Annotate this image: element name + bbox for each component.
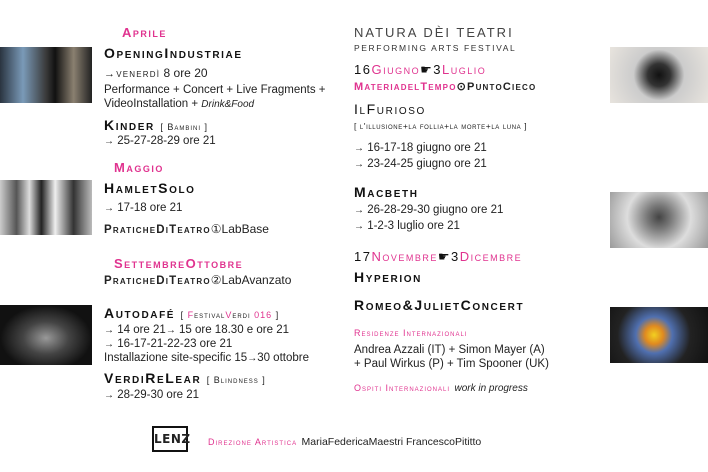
event-title-furioso: IlFurioso — [354, 101, 426, 117]
month-settembre-ottobre: SettembreOttobre — [114, 256, 244, 271]
verdi-date: → 28-29-30 ore 21 — [104, 389, 200, 401]
event-title-kinder: Kinder [ Bambini ] — [104, 117, 209, 133]
photo-autodafe — [0, 305, 92, 365]
residenze-line-1: Andrea Azzali (IT) + Simon Mayer (A) — [354, 344, 545, 356]
hamlet-date: → 17-18 ore 21 — [104, 202, 183, 214]
photo-hyperion — [610, 307, 708, 363]
event-title-autodafe: Autodafé [ FestivalVerdi 016 ] — [104, 305, 280, 321]
event-title-hyperion: Hyperion — [354, 269, 422, 285]
photo-opening — [0, 47, 92, 103]
opening-date: →venerdì 8 ore 20 — [104, 66, 208, 80]
photo-hamlet — [0, 180, 92, 235]
opening-desc-2: VideoInstallation + Drink&Food — [104, 98, 255, 110]
macbeth-date-2: → 1-2-3 luglio ore 21 — [354, 220, 460, 232]
event-title-verdi: VerdiReLear [ Blindness ] — [104, 370, 266, 386]
materia-del-tempo: MateriadelTempo⊙PuntoCieco — [354, 81, 537, 93]
ospiti: Ospiti Internazionali work in progress — [354, 383, 528, 394]
event-title-romeo: Romeo&JulietConcert — [354, 297, 525, 313]
furioso-tag: [ l'illusione+la follia+la morte+la luna ] — [354, 121, 528, 131]
photo-furioso — [610, 47, 708, 103]
pratiche-lab-avanzato: PraticheDiTeatro②LabAvanzato — [104, 273, 292, 287]
event-title-opening: OpeningIndustriae — [104, 45, 243, 61]
period-giugno-luglio: 16Giugno☛3Luglio — [354, 62, 487, 77]
footer-credits: Direzione Artistica MariaFedericaMaestri FrancescoPititto — [208, 436, 482, 448]
month-maggio: Maggio — [114, 160, 164, 175]
festival-subtitle: PERFORMING ARTS FESTIVAL — [354, 43, 517, 53]
macbeth-date-1: → 26-28-29-30 giugno ore 21 — [354, 204, 504, 216]
kinder-date: → 25-27-28-29 ore 21 — [104, 135, 216, 147]
residenze-line-2: + Paul Wirkus (P) + Tim Spooner (UK) — [354, 358, 549, 370]
furioso-date-2: → 23-24-25 giugno ore 21 — [354, 158, 487, 170]
period-novembre-dicembre: 17Novembre☛3Dicembre — [354, 249, 523, 264]
autodafe-installation: Installazione site-specific 15→30 ottobre — [104, 352, 309, 364]
residenze-label: Residenze Internazionali — [354, 328, 468, 338]
event-title-macbeth: Macbeth — [354, 184, 419, 200]
month-aprile: Aprile — [122, 25, 167, 40]
hand-icon: ☛ — [420, 62, 434, 77]
lenz-logo: LENZ — [152, 426, 188, 452]
autodafe-date-2: → 16-17-21-22-23 ore 21 — [104, 338, 233, 350]
photo-macbeth — [610, 192, 708, 248]
festival-title: NATURA DÈI TEATRI — [354, 25, 514, 40]
hand-icon: ☛ — [437, 249, 452, 264]
opening-desc-1: Performance + Concert + Live Fragments + — [104, 84, 326, 96]
autodafe-date-1: → 14 ore 21→ 15 ore 18.30 e ore 21 — [104, 324, 289, 336]
pratiche-lab-base: PraticheDiTeatro①LabBase — [104, 222, 269, 236]
furioso-date-1: → 16-17-18 giugno ore 21 — [354, 142, 487, 154]
event-title-hamlet: HamletSolo — [104, 180, 196, 196]
